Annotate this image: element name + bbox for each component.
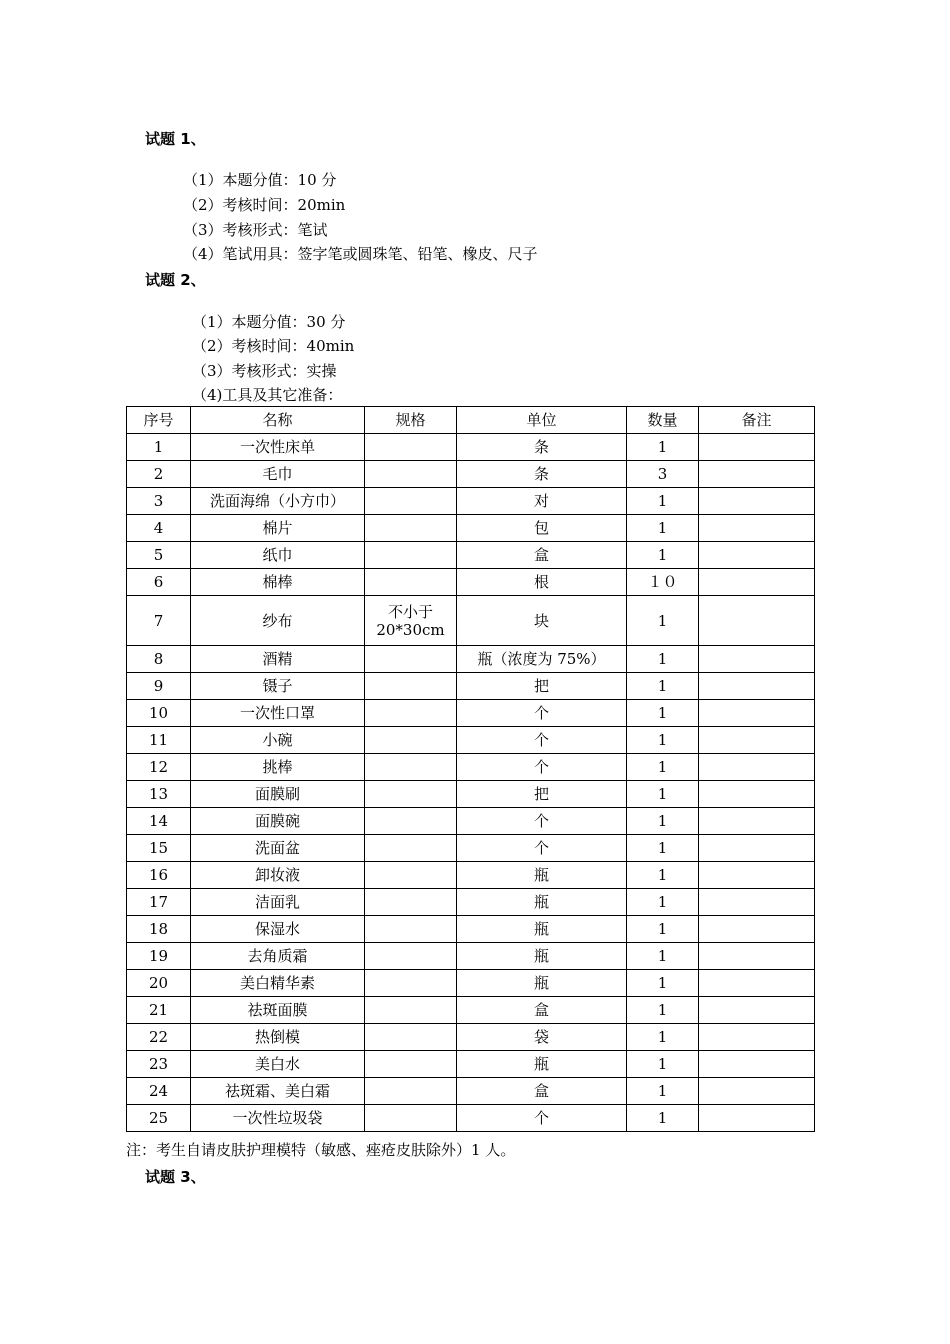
cell-qty: 1 [627,1078,699,1105]
cell-qty: 3 [627,461,699,488]
cell-remark [699,569,815,596]
cell-qty: 1 [627,943,699,970]
cell-spec [365,997,457,1024]
cell-spec [365,646,457,673]
cell-no: 20 [127,970,191,997]
cell-unit: 盒 [457,542,627,569]
cell-qty: 1 [627,970,699,997]
cell-name: 美白水 [191,1051,365,1078]
cell-remark [699,727,815,754]
cell-spec [365,1051,457,1078]
cell-unit: 盒 [457,1078,627,1105]
cell-name: 卸妆液 [191,862,365,889]
cell-name: 挑棒 [191,754,365,781]
cell-name: 毛巾 [191,461,365,488]
cell-spec [365,754,457,781]
cell-no: 25 [127,1105,191,1132]
cell-spec: 不小于 20*30cm [365,596,457,646]
cell-qty: 1 [627,727,699,754]
q2-line-format: （3）考核形式：实操 [192,362,337,380]
cell-spec [365,727,457,754]
cell-spec [365,461,457,488]
cell-no: 8 [127,646,191,673]
cell-name: 酒精 [191,646,365,673]
cell-remark [699,461,815,488]
table-row [127,943,815,970]
cell-remark [699,646,815,673]
cell-spec [365,434,457,461]
cell-qty: 1 [627,889,699,916]
cell-remark [699,1024,815,1051]
cell-qty: 1 [627,596,699,646]
table-row [127,1051,815,1078]
cell-remark [699,700,815,727]
cell-unit: 瓶 [457,916,627,943]
q1-line-time: （2）考核时间：20min [183,196,346,214]
cell-name: 一次性口罩 [191,700,365,727]
cell-remark [699,916,815,943]
cell-spec [365,1024,457,1051]
cell-remark [699,515,815,542]
table-row [127,461,815,488]
cell-remark [699,596,815,646]
cell-spec [365,569,457,596]
q1-line-score: （1）本题分值：10 分 [183,171,337,189]
cell-name: 一次性床单 [191,434,365,461]
q2-line-tools: （4)工具及其它准备： [192,386,343,404]
cell-no: 9 [127,673,191,700]
cell-name: 热倒模 [191,1024,365,1051]
cell-unit: 个 [457,808,627,835]
header-qty: 数量 [627,407,699,434]
cell-unit: 对 [457,488,627,515]
header-spec: 规格 [365,407,457,434]
cell-qty: 1 [627,700,699,727]
cell-spec [365,808,457,835]
cell-no: 11 [127,727,191,754]
header-remark: 备注 [699,407,815,434]
table-row [127,569,815,596]
table-row [127,596,815,646]
cell-no: 19 [127,943,191,970]
cell-qty: 1 [627,542,699,569]
cell-spec [365,889,457,916]
cell-unit: 瓶 [457,889,627,916]
cell-spec [365,835,457,862]
cell-no: 6 [127,569,191,596]
cell-qty: 1 [627,862,699,889]
cell-name: 纱布 [191,596,365,646]
table-row [127,889,815,916]
cell-name: 一次性垃圾袋 [191,1105,365,1132]
table-note: 注：考生自请皮肤护理模特（敏感、痤疮皮肤除外）1 人。 [126,1141,516,1159]
cell-remark [699,754,815,781]
cell-name: 洁面乳 [191,889,365,916]
cell-name: 去角质霜 [191,943,365,970]
cell-qty: 1 [627,835,699,862]
table-row [127,754,815,781]
q2-heading: 试题 2、 [145,271,206,289]
cell-remark [699,997,815,1024]
cell-unit: 把 [457,781,627,808]
cell-unit: 瓶（浓度为 75%） [457,646,627,673]
cell-spec [365,542,457,569]
cell-spec [365,943,457,970]
cell-no: 3 [127,488,191,515]
cell-spec [365,781,457,808]
table-row [127,1024,815,1051]
cell-name: 洗面海绵（小方巾） [191,488,365,515]
cell-no: 22 [127,1024,191,1051]
cell-no: 14 [127,808,191,835]
table-row [127,1078,815,1105]
cell-qty: 1 [627,781,699,808]
cell-unit: 条 [457,434,627,461]
cell-spec [365,700,457,727]
cell-qty: 1 [627,1105,699,1132]
cell-unit: 个 [457,700,627,727]
cell-unit: 瓶 [457,862,627,889]
cell-spec [365,673,457,700]
cell-no: 15 [127,835,191,862]
cell-spec [365,1105,457,1132]
cell-qty: 1 [627,916,699,943]
cell-spec [365,862,457,889]
table-row [127,781,815,808]
cell-no: 4 [127,515,191,542]
cell-no: 5 [127,542,191,569]
cell-unit: 包 [457,515,627,542]
table-row [127,700,815,727]
table-row [127,970,815,997]
table-row [127,1105,815,1132]
cell-unit: 瓶 [457,1051,627,1078]
cell-no: 13 [127,781,191,808]
header-name: 名称 [191,407,365,434]
cell-qty: 1 [627,808,699,835]
q1-heading: 试题 1、 [145,130,206,148]
table-row [127,808,815,835]
cell-remark [699,1105,815,1132]
cell-unit: 个 [457,754,627,781]
cell-spec [365,916,457,943]
cell-remark [699,970,815,997]
cell-remark [699,1078,815,1105]
q1-line-format: （3）考核形式：笔试 [183,221,328,239]
cell-qty: 1 [627,754,699,781]
cell-remark [699,1051,815,1078]
cell-qty: 1 [627,1051,699,1078]
table-row [127,488,815,515]
cell-name: 祛斑霜、美白霜 [191,1078,365,1105]
header-no: 序号 [127,407,191,434]
cell-spec [365,488,457,515]
cell-remark [699,808,815,835]
cell-unit: 个 [457,1105,627,1132]
cell-unit: 袋 [457,1024,627,1051]
cell-unit: 根 [457,569,627,596]
table-header-row [127,407,815,434]
q1-line-tools: （4）笔试用具：签字笔或圆珠笔、铅笔、橡皮、尺子 [183,245,538,263]
tools-table [126,406,815,1132]
table-row [127,727,815,754]
cell-unit: 瓶 [457,943,627,970]
cell-qty: 1 [627,997,699,1024]
cell-remark [699,781,815,808]
cell-qty: 1 [627,488,699,515]
cell-no: 12 [127,754,191,781]
cell-remark [699,673,815,700]
cell-remark [699,835,815,862]
cell-qty: １０ [627,569,699,596]
cell-qty: 1 [627,646,699,673]
cell-name: 保湿水 [191,916,365,943]
q3-heading: 试题 3、 [145,1168,206,1186]
cell-name: 棉棒 [191,569,365,596]
cell-qty: 1 [627,1024,699,1051]
cell-name: 纸巾 [191,542,365,569]
cell-unit: 个 [457,727,627,754]
cell-qty: 1 [627,673,699,700]
cell-spec [365,515,457,542]
q2-line-time: （2）考核时间：40min [192,337,355,355]
table-body [127,434,815,1132]
cell-no: 21 [127,997,191,1024]
cell-spec [365,1078,457,1105]
table-row [127,835,815,862]
table-row [127,515,815,542]
cell-name: 小碗 [191,727,365,754]
table-row [127,673,815,700]
cell-remark [699,943,815,970]
cell-remark [699,542,815,569]
cell-no: 1 [127,434,191,461]
cell-no: 18 [127,916,191,943]
table-row [127,542,815,569]
cell-unit: 把 [457,673,627,700]
cell-name: 祛斑面膜 [191,997,365,1024]
cell-name: 面膜刷 [191,781,365,808]
cell-no: 10 [127,700,191,727]
table-row [127,434,815,461]
cell-unit: 个 [457,835,627,862]
cell-unit: 盒 [457,997,627,1024]
cell-name: 棉片 [191,515,365,542]
cell-no: 7 [127,596,191,646]
header-unit: 单位 [457,407,627,434]
cell-qty: 1 [627,515,699,542]
cell-remark [699,434,815,461]
table-row [127,862,815,889]
table-row [127,916,815,943]
cell-name: 面膜碗 [191,808,365,835]
cell-unit: 条 [457,461,627,488]
cell-remark [699,889,815,916]
table-row [127,646,815,673]
cell-no: 24 [127,1078,191,1105]
cell-no: 16 [127,862,191,889]
cell-spec [365,970,457,997]
cell-name: 美白精华素 [191,970,365,997]
cell-qty: 1 [627,434,699,461]
cell-no: 23 [127,1051,191,1078]
cell-unit: 块 [457,596,627,646]
cell-no: 2 [127,461,191,488]
cell-unit: 瓶 [457,970,627,997]
table-row [127,997,815,1024]
cell-name: 镊子 [191,673,365,700]
cell-name: 洗面盆 [191,835,365,862]
q2-line-score: （1）本题分值：30 分 [192,313,346,331]
cell-remark [699,862,815,889]
cell-remark [699,488,815,515]
cell-no: 17 [127,889,191,916]
